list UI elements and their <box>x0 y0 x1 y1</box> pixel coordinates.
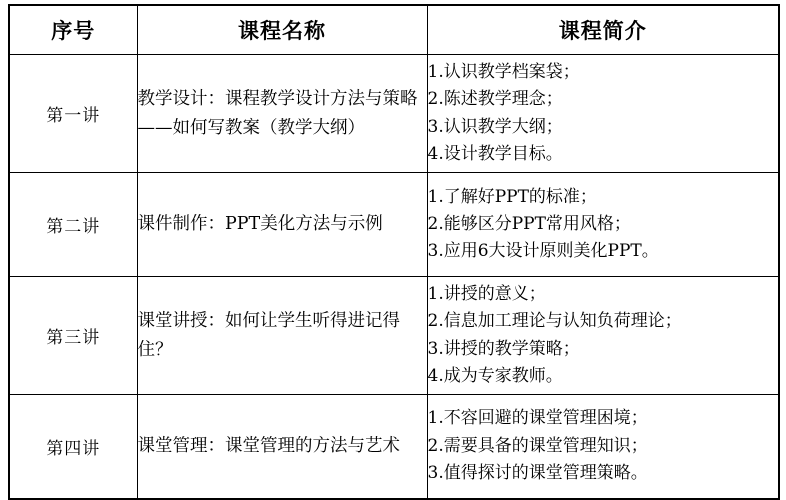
cell-course-name <box>137 173 427 277</box>
column-header-desc: 课程简介 <box>427 5 779 55</box>
desc-line: 1.讲授的意义； <box>427 284 546 305</box>
table-body <box>9 55 779 499</box>
cell-course-desc <box>427 277 779 395</box>
desc-line: 3.应用6大设计原则美化PPT。 <box>427 241 659 262</box>
cell-course-name <box>137 395 427 499</box>
column-header-name: 课程名称 <box>137 5 427 55</box>
cell-lecture-number: 第四讲 <box>9 395 137 499</box>
cell-course-name <box>137 55 427 173</box>
table-header <box>9 5 779 55</box>
desc-line: 2.需要具备的课堂管理知识； <box>427 435 648 456</box>
table-row <box>9 173 779 277</box>
course-name-text: 教学设计：课程教学设计方法与策略——如何写教案（教学大纲） <box>137 89 418 138</box>
column-header-no: 序号 <box>9 5 137 55</box>
course-schedule-table <box>8 4 780 500</box>
cell-lecture-number: 第三讲 <box>9 277 137 395</box>
cell-course-desc <box>427 173 779 277</box>
desc-line: 1.了解好PPT的标准； <box>427 186 597 207</box>
table-row <box>9 55 779 173</box>
desc-line: 4.成为专家教师。 <box>427 365 563 386</box>
desc-line: 1.不容回避的课堂管理困境； <box>427 408 648 429</box>
course-name-text: 课件制作：PPT美化方法与示例 <box>137 214 383 235</box>
cell-course-desc <box>427 55 779 173</box>
table-header-row <box>9 5 779 55</box>
desc-line: 4.设计教学目标。 <box>427 143 563 164</box>
course-name-text: 课堂管理：课堂管理的方法与艺术 <box>137 436 400 457</box>
cell-lecture-number: 第二讲 <box>9 173 137 277</box>
course-name-text: 课堂讲授：如何让学生听得进记得住？ <box>137 311 400 360</box>
desc-line: 3.讲授的教学策略； <box>427 338 580 359</box>
desc-line: 2.陈述教学理念； <box>427 89 563 110</box>
table-row <box>9 395 779 499</box>
table-row <box>9 277 779 395</box>
desc-line: 1.认识教学档案袋； <box>427 62 580 83</box>
cell-lecture-number: 第一讲 <box>9 55 137 173</box>
desc-line: 3.认识教学大纲； <box>427 116 563 137</box>
desc-line: 2.信息加工理论与认知负荷理论； <box>427 311 682 332</box>
cell-course-desc <box>427 395 779 499</box>
desc-line: 3.值得探讨的课堂管理策略。 <box>427 462 648 483</box>
desc-line: 2.能够区分PPT常用风格； <box>427 213 631 234</box>
cell-course-name <box>137 277 427 395</box>
